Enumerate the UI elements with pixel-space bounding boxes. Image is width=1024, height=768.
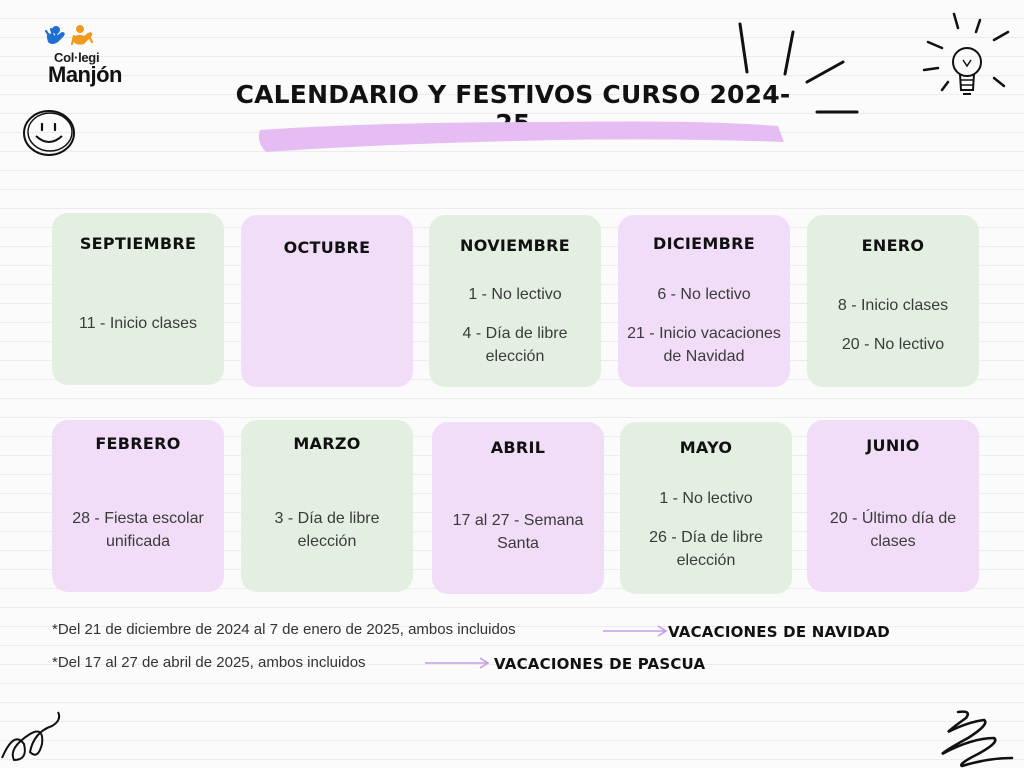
logo-line2: Manjón [48,62,122,87]
month-title: ENERO [861,236,925,255]
month-title: DICIEMBRE [653,234,755,253]
month-title: ABRIL [490,438,546,457]
month-events [624,273,784,377]
event-item: 21 - Inicio vacaciones de Navidad [627,324,781,365]
event-item: 26 - Día de libre elección [649,528,763,569]
event-item: 28 - Fiesta escolar unificada [72,510,204,550]
month-card-abril [432,422,604,594]
month-events [813,478,973,582]
month-card-enero [807,215,979,387]
footnote-easter-label: VACACIONES DE PASCUA [494,655,706,673]
month-events [813,273,973,377]
event-item: 11 - Inicio clases [79,314,197,332]
page-title: CALENDARIO Y FESTIVOS CURSO 2024- [235,80,791,109]
month-title: MAYO [679,438,733,457]
swirl-icon [0,708,70,768]
event-item: 1 - No lectivo [468,285,562,303]
event-item: 20 - Último día de clases [829,510,957,550]
month-card-febrero [52,420,224,592]
footnote-christmas-text: *Del 21 de diciembre de 2024 al 7 de enero de 2025, ambos incluidos [52,621,516,638]
month-events [58,478,218,582]
month-events [247,273,407,377]
month-card-septiembre [52,213,224,385]
school-logo [44,24,134,94]
event-item: 17 al 27 - Semana Santa [452,512,584,552]
month-events [435,273,595,377]
arrow-right-icon [425,656,491,670]
month-title: MARZO [293,434,361,453]
month-events [58,271,218,375]
month-events [247,478,407,582]
footnote-christmas-label: VACACIONES DE NAVIDAD [668,623,890,641]
event-item: 8 - Inicio clases [837,297,949,314]
lightbulb-icon [920,10,1010,105]
event-item: 20 - No lectivo [841,336,945,353]
event-item: 3 - Día de libre elección [274,510,380,550]
event-item: 1 - No lectivo [659,489,753,507]
month-card-octubre [241,215,413,387]
month-card-marzo [241,420,413,592]
month-events [438,480,598,584]
decorative-lines-icon [735,22,865,122]
squiggle-icon [938,708,1018,768]
month-card-junio [807,420,979,592]
month-title: JUNIO [866,436,920,455]
month-card-diciembre [618,215,790,387]
arrow-right-icon [603,624,669,638]
month-title: FEBRERO [95,434,181,453]
month-events [626,474,786,584]
event-item: 4 - Día de libre elección [462,324,568,365]
month-card-mayo [620,422,792,594]
month-title: NOVIEMBRE [460,236,570,255]
title-highlight [256,116,786,154]
event-item: 6 - No lectivo [657,285,751,303]
smiley-icon [22,108,78,158]
month-title: SEPTIEMBRE [79,234,197,253]
month-title: OCTUBRE [283,238,371,257]
logo-line1: Col·legi [54,50,100,65]
footnote-easter-text: *Del 17 al 27 de abril de 2025, ambos incluidos [52,654,366,671]
month-card-noviembre [429,215,601,387]
